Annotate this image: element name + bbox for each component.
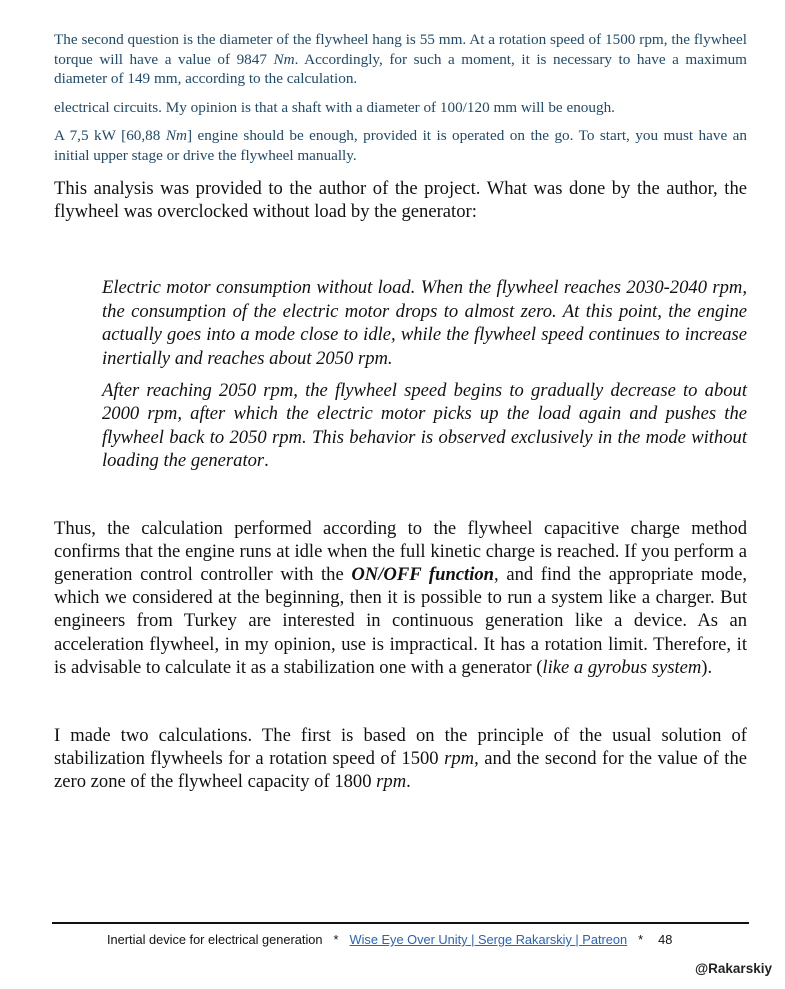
text-run: I made two calculations. The first is based on the principle of the usual solution of stabilization flywheels for a rotation speed of 1500 (54, 725, 747, 770)
page-footer (107, 932, 672, 947)
text-run: , and the second for the value of the zero zone of the flywheel capacity of 1800 (54, 748, 747, 793)
text-run: Thus, the calculation performed according to the flywheel capacitive charge method confirms that the engine runs at idle when the full kinetic charge is reached. If you perform a generation control controller with the (54, 517, 747, 586)
watermark: @Rakarskiy (695, 961, 772, 976)
text-run: . (264, 450, 269, 472)
footer-separator: * (638, 932, 644, 947)
text-run: After reaching 2050 rpm, the flywheel speed begins to gradually decrease to about 2000 rpm, after which the electric motor picks up the load again and pushes the flywheel back to 2050 rpm. This behavior is observed exclusively in the mode without loading the generator (102, 380, 747, 472)
text-run: , and find the appropriate mode, which we considered at the beginning, then it is possible to run a system like a charger. But engineers from Turkey are interested in continuous generation like a device. As an acceleration flywheel, in my opinion, use is impractical. It has a rotation limit. Therefore, it is advisable to calculate it as a stabilization one with a generator ( (54, 564, 747, 678)
unit-text: rpm (444, 748, 475, 770)
quote-paragraph-2 (102, 379, 747, 473)
patreon-link[interactable]: Wise Eye Over Unity | Serge Rakarskiy | Patreon (349, 932, 628, 947)
quoted-paragraph-1 (54, 30, 747, 89)
text-run: ] engine should be enough, provided it is operated on the go. To start, you must have an initial upper stage or drive the flywheel manually. (54, 127, 747, 164)
italic-text: like a gyrobus system (542, 656, 702, 678)
page-number: 48 (658, 932, 673, 947)
text-run: A 7,5 kW [60,88 (54, 127, 166, 144)
footer-divider (52, 922, 749, 924)
text-run: The second question is the diameter of the flywheel hang is 55 mm. At a rotation speed of 1500 rpm, the flywheel torque will have a value of 9847 (54, 31, 747, 68)
quote-paragraph-1: Electric motor consumption without load. When the flywheel reaches 2030-2040 rpm, the consumption of the electric motor drops to almost zero. At this point, the engine actually goes into a mode close to idle, while the flywheel speed continues to increase inertially and reaches about 2050 rpm. (102, 277, 747, 369)
indented-quote-block (102, 276, 747, 472)
footer-separator: * (333, 932, 339, 947)
bold-italic-text: ON/OFF function (351, 564, 495, 586)
quoted-paragraph-3 (54, 126, 747, 165)
quoted-paragraph-2: electrical circuits. My opinion is that a shaft with a diameter of 100/120 mm will be enough. (54, 98, 615, 116)
footer-title: Inertial device for electrical generation (107, 932, 323, 947)
unit-text: Nm (165, 127, 187, 144)
text-run: . Accordingly, for such a moment, it is necessary to have a maximum diameter of 149 mm, according to the calculation. (54, 50, 747, 87)
body-paragraph-2 (54, 517, 747, 679)
body-paragraph-1: This analysis was provided to the author of the project. What was done by the author, the flywheel was overclocked without load by the generator: (54, 178, 747, 223)
text-run: . (406, 771, 411, 793)
text-run: ). (701, 656, 713, 678)
page-content (54, 30, 747, 794)
unit-text: rpm (376, 771, 407, 793)
body-paragraph-3 (54, 724, 747, 794)
unit-text: Nm (273, 50, 295, 68)
